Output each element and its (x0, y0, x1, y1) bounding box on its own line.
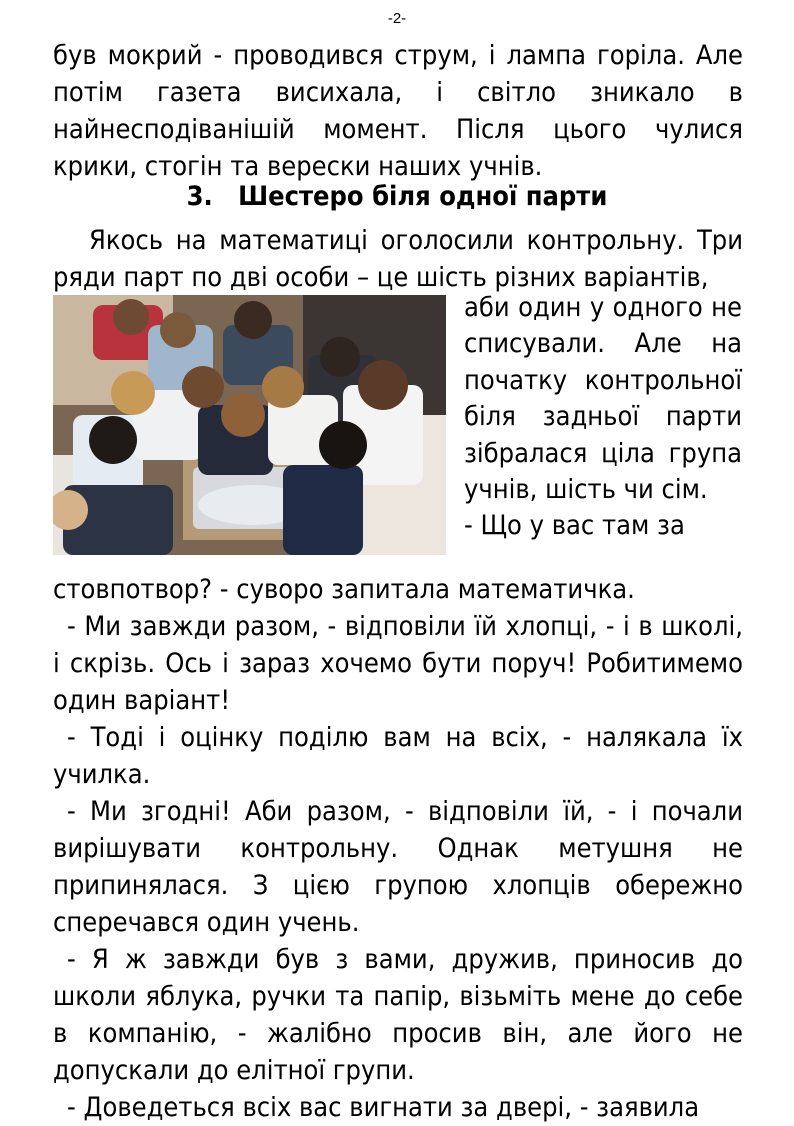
section-number: 3. (186, 181, 213, 212)
dialogue-paragraph: - Я ж завжди був з вами, дружив, приносив до школи яблука, ручки та папір, візьміть мене до себе в компанію, - жалібно просив він, але його не допускали до елітної групи. (53, 944, 743, 1086)
dialogue-paragraph: - Тоді і оцінку поділю вам на всіх, - налякала їх училка. (53, 722, 743, 790)
top-paragraph: був мокрий - проводився струм, і лампа горіла. Але потім газета висихала, і світло зникало в найнесподіванішій момент. Після цього чулися крики, стогін та верески наших учнів. (53, 40, 743, 182)
wrapped-paragraph-block (464, 290, 742, 545)
intro-paragraph: Якось на математиці оголосили контрольну. Три ряди парт по дві особи – це шість різних варіантів, (53, 225, 743, 293)
group-photo (53, 295, 446, 555)
dialogue-paragraph: - Ми завжди разом, - відповіли їй хлопці, - і в школі, і скрізь. Ось і зараз хочемо бути поруч! Робитимемо один варіант! (53, 611, 743, 716)
dialogue-paragraph: - Ми згодні! Аби разом, - відповіли їй, - і почали вирішувати контрольну. Однак метушня не припинялася. З цією групою хлопців обережно сперечався один учень. (53, 796, 743, 938)
section-heading (0, 178, 794, 216)
dialogue-paragraph: - Доведеться всіх вас вигнати за двері, - заявила (67, 1092, 700, 1123)
wrapped-paragraph: аби один у одного не списували. Але на початку контрольної біля задньої парти зібралася ціла група учнів, шість чи сім. (464, 292, 742, 506)
dialogue-block (53, 571, 743, 1126)
intro-block (53, 222, 743, 296)
page-number: -2- (387, 10, 407, 27)
dialogue-start-line: - Що у вас там за (464, 510, 685, 542)
dialogue-paragraph: стовпотвор? - суворо запитала математичка. (53, 574, 635, 605)
top-paragraph-block (53, 37, 743, 185)
group-of-schoolboys-around-laptop-photo-icon (53, 295, 446, 555)
section-title: Шестеро біля одної парти (238, 181, 608, 212)
